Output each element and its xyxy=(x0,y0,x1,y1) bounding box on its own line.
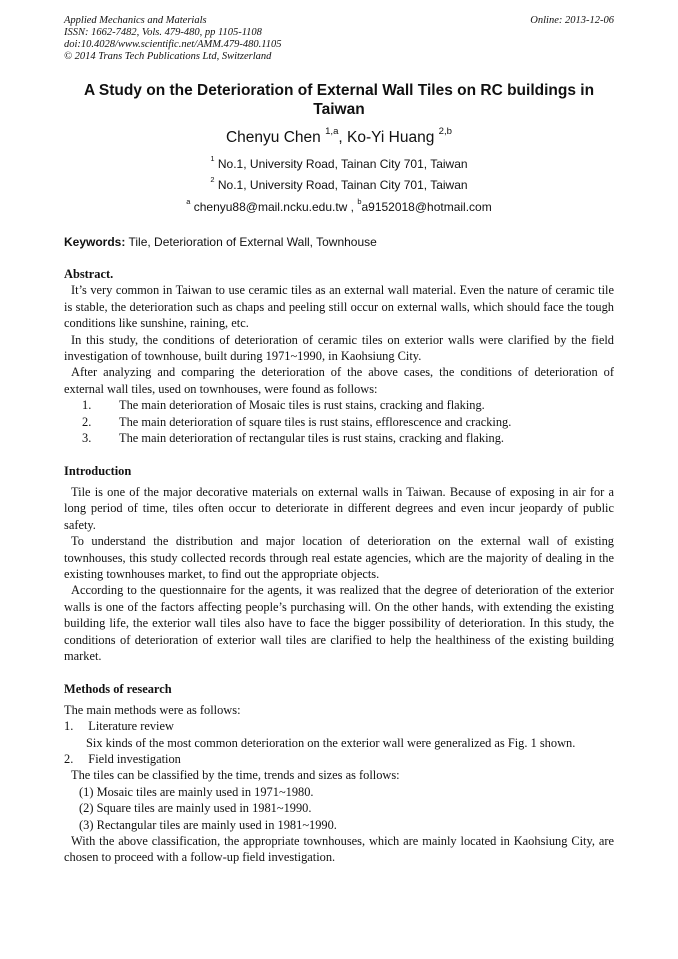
tile-item-number: (3) xyxy=(79,817,94,832)
methods-intro: The main methods were as follows: xyxy=(64,702,241,717)
tile-item-text: Square tiles are mainly used in 1981~1990. xyxy=(96,801,312,816)
introduction-heading: Introduction xyxy=(64,464,132,479)
affiliation-2-sup: 2 xyxy=(210,175,215,184)
keywords-text: Tile, Deterioration of External Wall, Townhouse xyxy=(125,235,377,249)
list-number: 1. xyxy=(82,398,92,413)
abstract-heading: Abstract. xyxy=(64,267,114,281)
method-2 xyxy=(64,751,614,767)
email-a-sup: a xyxy=(186,197,191,206)
paper-title: A Study on the Deterioration of External Wall Tiles on RC buildings in Taiwan xyxy=(83,82,595,118)
abstract-paragraph-2: In this study, the conditions of deterioration of ceramic tiles on exterior walls were clarified by the field investigation of townhouse, built during 1971~1990, in Kaohsiung City. xyxy=(64,332,614,364)
list-item-text: The main deterioration of square tiles is rust stains, efflorescence and cracking. xyxy=(119,414,512,429)
methods-heading: Methods of research xyxy=(64,682,172,697)
tile-item xyxy=(64,784,614,800)
introduction-paragraph-2: To understand the distribution and major location of deterioration on the external wall of existing townhouses, this study collected records through real estate agencies, which are the majority of dealing in the existing townhouses market, to find out the appropriate objects. xyxy=(64,534,614,581)
list-item-text: The main deterioration of rectangular tiles is rust stains, cracking and flaking. xyxy=(119,431,505,446)
tile-item xyxy=(64,817,614,833)
method-1-text: Six kinds of the most common deterioration on the exterior wall were generalized as Fig. 1 shown. xyxy=(86,735,576,750)
body-text xyxy=(64,266,614,866)
author-line xyxy=(64,126,614,147)
method-1 xyxy=(64,718,614,734)
doi: doi:10.4028/www.scientific.net/AMM.479-480.1105 xyxy=(64,39,282,50)
keywords xyxy=(64,235,614,249)
affiliation-1-text: No.1, University Road, Tainan City 701, Taiwan xyxy=(214,157,468,171)
abstract-paragraph-3: After analyzing and comparing the deterioration of the above cases, the conditions of deterioration of external wall tiles, used on townhouses, were found as follows: xyxy=(64,365,614,396)
methods-closing: With the above classification, the appropriate townhouses, which are mainly located in Kaohsiung City, are chosen to proceed with a follow-up field investigation. xyxy=(64,834,614,865)
findings-list xyxy=(64,397,614,446)
email-b[interactable]: a9152018@hotmail.com xyxy=(361,200,492,214)
email-a[interactable]: chenyu88@mail.ncku.edu.tw , xyxy=(190,200,358,214)
method-1-number: 1. xyxy=(64,719,74,734)
journal-name: Applied Mechanics and Materials xyxy=(64,15,207,26)
issn: ISSN: 1662-7482, Vols. 479-480, pp 1105-1108 xyxy=(64,27,262,38)
author-2: Ko-Yi Huang xyxy=(347,129,439,146)
method-2-text: The tiles can be classified by the time, trends and sizes as follows: xyxy=(71,768,400,783)
author-1: Chenyu Chen xyxy=(225,129,326,146)
tile-item xyxy=(64,800,614,816)
list-number: 3. xyxy=(82,431,92,446)
list-item xyxy=(82,397,614,413)
method-2-number: 2. xyxy=(64,751,74,766)
abstract-paragraph-1: It’s very common in Taiwan to use ceramic tiles as an external wall material. Even the nature of ceramic tile is stable, the deterioration such as chaps and peeling still occur on external walls, which should face the tough conditions like sunshine, raining, etc. xyxy=(64,283,614,331)
introduction-paragraph-3: According to the questionnaire for the agents, it was realized that the degree of deterioration of the exterior walls is one of the factors affecting people’s purchasing will. On the other hands, with extending the existing building life, the exterior wall tiles also have to face the bigger possibility of deterioration. In this study, the conditions of deterioration of exterior wall tiles are clarified to help the healthiness of the existing building market. xyxy=(64,583,614,663)
author-1-sup: 1,a xyxy=(325,126,339,137)
tile-item-text: Mosaic tiles are mainly used in 1971~1980. xyxy=(96,784,314,799)
introduction-paragraph-1: Tile is one of the major decorative materials on external walls in Taiwan. Because of exposing in air for a long period of time, tiles often occur to deteriorate in different degrees and even incur jeopardy of public safety. xyxy=(64,484,614,532)
affiliation-2-text: No.1, University Road, Tainan City 701, Taiwan xyxy=(214,178,468,192)
keywords-label: Keywords: xyxy=(64,235,126,249)
method-2-title: Field investigation xyxy=(88,751,181,766)
list-item-text: The main deterioration of Mosaic tiles is rust stains, cracking and flaking. xyxy=(119,398,485,413)
method-1-title: Literature review xyxy=(88,719,174,734)
tile-item-number: (2) xyxy=(79,801,94,816)
copyright: © 2014 Trans Tech Publications Ltd, Switzerland xyxy=(64,51,272,62)
affiliation-1 xyxy=(64,154,614,171)
author-separator: , xyxy=(338,129,348,146)
running-header xyxy=(64,15,614,63)
online-date: Online: 2013-12-06 xyxy=(530,15,614,26)
author-2-sup: 2,b xyxy=(438,126,453,137)
affiliation-2 xyxy=(64,175,614,192)
list-number: 2. xyxy=(82,414,92,429)
email-b-sup: b xyxy=(357,197,362,206)
email-line xyxy=(64,197,614,214)
affiliation-1-sup: 1 xyxy=(210,154,215,163)
list-item xyxy=(82,430,614,446)
tile-item-number: (1) xyxy=(79,784,94,799)
list-item xyxy=(82,414,614,430)
tile-item-text: Rectangular tiles are mainly used in 1981~1990. xyxy=(96,817,337,832)
